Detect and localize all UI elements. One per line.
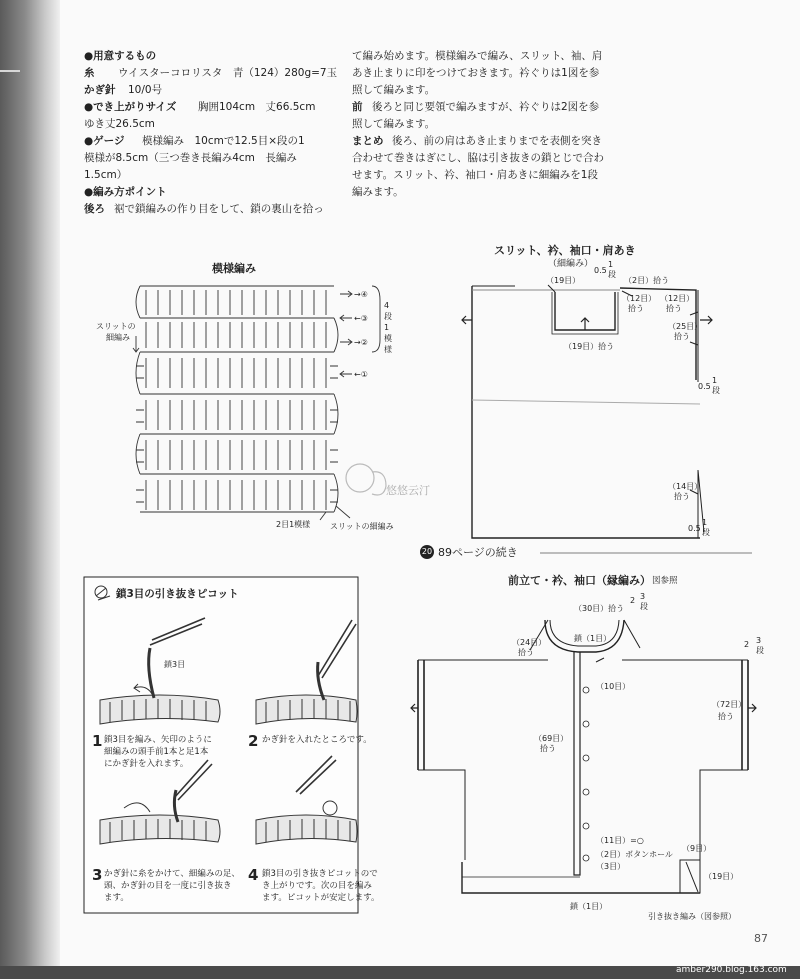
back-diagram-subtitle: （細編み） [548,259,594,269]
front-24-2: 拾う [518,648,534,657]
back-12b-2: 拾う [666,304,682,313]
front-72-2: 拾う [718,712,734,721]
finish-label: まとめ [352,135,384,147]
yarn-value: ウイスターコロリスタ 青（124）280g=7玉 [118,67,338,79]
step-2-l1: かぎ針を入れたところです。 [262,735,372,745]
front-diagram-title: 前立て・衿、袖口（縁編み） [508,574,651,587]
step-3-l2: 頭、かぎ針の目を一度に引き抜き [104,881,232,891]
pattern-chart-symbols [133,286,380,520]
back-25: （25目） [668,322,703,331]
gauge-value-2: 模様が8.5cm（三つ巻き長編み4cm 長編み [84,152,297,164]
section-continue-text: 89ページの続き [438,546,518,559]
front-2b: 2 [744,640,750,649]
back-14: （14目） [668,482,703,491]
slit-label-2: 細編み [106,333,130,342]
rc-line7: 合わせて巻きはぎにし、脇は引き抜きの鎖とじで合わ [352,152,604,164]
buttonholes [583,687,589,861]
bottom-slit-label: スリットの細編み [330,522,394,531]
back-12b: （12目） [660,294,695,303]
repeat-side-label: 4段1模様 [384,301,392,354]
step-1-l2: 細編みの頭手前1本と足1本 [104,747,209,757]
front-2a: 2 [630,596,636,605]
back-text: 裾で鎖編みの作り目をして、鎖の裏山を拾っ [114,203,324,215]
step-4-l3: ます。ピコットが安定します。 [262,893,380,903]
step-1-l3: にかぎ針を入れます。 [104,759,189,769]
step-2-num: 2 [248,732,259,750]
front-10: （10目） [596,682,631,691]
row-3-label: ←③ [354,314,368,323]
picot-title: 鎖3目の引き抜きピコット [116,588,239,600]
back-label: 後ろ [84,203,105,215]
rc-line2: あき止まりに印をつけておきます。衿ぐりは1図を参 [352,67,600,79]
rc-line9: 編みます。 [352,186,404,198]
back-12a: （12目） [622,294,657,303]
finish-text: 後ろ、前の肩はあき止まりまでを表側を突き [392,135,602,147]
front-3: （3目） [596,862,626,871]
watermark-logo [346,464,386,495]
sleeve-value: ゆき丈26.5cm [84,118,155,130]
pattern-chart-title: 模様編み [212,262,256,275]
front-label: 前 [352,101,363,113]
gauge-value-3: 1.5cm） [84,169,128,181]
front-buttonhole: （2目）ボタンホール [596,850,673,859]
gauge-title: ●ゲージ [84,135,125,147]
repeat-bottom-label: 2目1模様 [276,520,311,529]
rc-line1: て編み始めます。模様編みで編み、スリット、袖、肩 [352,50,603,62]
step-3-num: 3 [92,866,103,884]
watermark-text: 悠悠云汀 [386,484,430,497]
front-text: 後ろと同じ要領で編みますが、衿ぐりは2図を参 [372,101,600,113]
size-title: ●でき上がりサイズ [84,101,177,113]
front-19: （19目） [704,872,739,881]
front-chain1a: 鎖（1目） [574,634,612,643]
materials-title: ●用意するもの [84,50,157,62]
size-value: 胸囲104cm 丈66.5cm [198,101,316,113]
page-number: 87 [754,932,768,945]
step-1-l1: 鎖3目を編み、矢印のように [104,735,212,745]
back-12a-2: 拾う [628,304,644,313]
back-2: （2目）拾う [624,276,670,285]
front-72: （72目） [712,700,747,709]
back-1a: 1段 [608,260,616,279]
back-05a: 0.5 [594,266,607,275]
step-3-l3: ます。 [104,893,129,903]
back-1b: 1段 [712,376,720,395]
front-3a: 3段 [640,592,648,611]
back-diagram-title: スリット、衿、袖口・肩あき [494,244,636,257]
gauge-value-1: 模様編み 10cmで12.5目×段の1 [142,135,305,147]
step-4-num: 4 [248,866,259,884]
hook-value: 10/0号 [128,84,163,96]
section-badge: 20 [420,545,434,559]
yarn-label: 糸 [84,67,95,79]
row-2-label: →② [354,338,368,347]
step-1-num: 1 [92,732,103,750]
step-3-l1: かぎ針に糸をかけて、細編みの足、 [104,869,240,879]
step-4-l1: 鎖3目の引き抜きピコットので [262,869,378,879]
front-11: （11目）=○ [596,836,644,845]
front-24: （24目） [512,638,547,647]
front-chain1b: 鎖（1目） [570,902,608,911]
back-25-2: 拾う [674,332,690,341]
front-slip: 引き抜き編み（図参照） [648,912,736,921]
front-30: （30目）拾う [574,604,625,613]
points-title: ●編み方ポイント [84,186,167,198]
back-14-2: 拾う [674,492,690,501]
step-4-l2: き上がりです。次の目を編み [262,881,372,891]
front-3b: 3段 [756,636,764,655]
back-1c: 1段 [702,518,710,537]
front-69: （69目） [534,734,569,743]
front-69-2: 拾う [540,744,556,753]
back-19a: （19目） [546,276,581,285]
footer-url: amber290.blog.163.com [676,965,787,975]
rc-line3: 照して編みます。 [352,84,436,96]
row-1-label: ←① [354,370,368,379]
picot-chain3: 鎖3目 [164,660,186,669]
back-05b: 0.5 [698,382,711,391]
front-9: （9目） [682,844,712,853]
slit-label-1: スリットの [96,322,136,331]
hook-label: かぎ針 [84,84,116,96]
front-diagram-ref: 図参照 [652,576,678,586]
row-4-label: →④ [354,290,368,299]
back-19b: （19目）拾う [564,342,615,351]
rc-line5: 照して編みます。 [352,118,436,130]
back-05c: 0.5 [688,524,701,533]
rc-line8: せます。スリット、衿、袖口・肩あきに細編みを1段 [352,169,598,181]
